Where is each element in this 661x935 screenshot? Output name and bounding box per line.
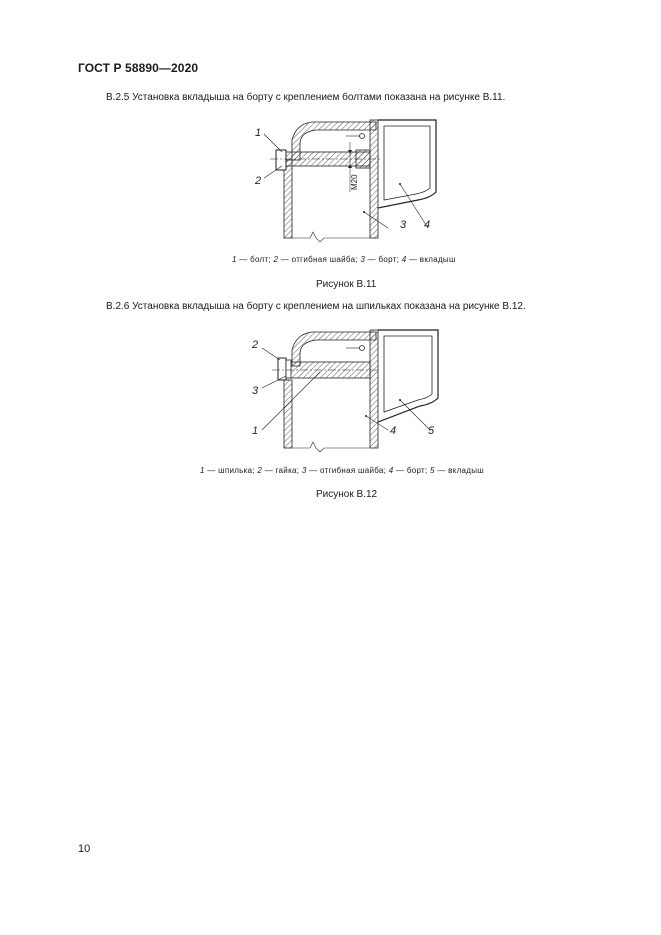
b11-label-3: 3: [400, 219, 407, 231]
legend-text: — шпилька;: [204, 466, 258, 475]
b12-leader-2: [262, 348, 280, 360]
b12-bent-plate: [292, 332, 376, 366]
legend-num: 1: [200, 466, 205, 475]
legend-num: 4: [388, 466, 394, 475]
b11-dot-3: [363, 211, 365, 213]
b11-insert-inner: [384, 126, 430, 200]
paragraph-b25: В.2.5 Установка вкладыша на борту с креплением болтами показана на рисунке В.11.: [106, 92, 506, 103]
page-number: 10: [78, 843, 91, 855]
b12-label-2: 2: [252, 339, 259, 351]
b11-label-2: 2: [255, 175, 262, 187]
legend-text: — вкладыш: [434, 466, 485, 475]
document-header: ГОСТ Р 58890—2020: [78, 61, 199, 75]
b11-label-1: 1: [255, 127, 262, 139]
b11-bort-left-wall: [284, 160, 292, 238]
legend-num: 1: [232, 255, 237, 264]
b12-break-line: [292, 442, 370, 452]
b11-dot-4: [399, 183, 401, 185]
legend-num: 3: [301, 466, 307, 475]
b12-label-4: 4: [390, 425, 397, 437]
b11-label-4: 4: [424, 219, 431, 231]
b12-dot-4: [365, 415, 367, 417]
b11-nut: [356, 150, 370, 168]
legend-text: — вкладыш: [406, 255, 456, 264]
b12-hole-marker: [360, 346, 365, 351]
b12-washer: [286, 360, 291, 378]
legend-text: — борт;: [365, 255, 402, 264]
b12-leader-3: [262, 376, 286, 388]
b12-label-5: 5: [428, 425, 435, 437]
legend-text: — борт;: [393, 466, 431, 475]
legend-num: 2: [257, 466, 263, 475]
b12-bort-left-wall: [284, 380, 292, 448]
legend-num: 5: [430, 466, 435, 475]
paragraph-b26: В.2.6 Установка вкладыша на борту с креплением на шпильках показана на рисунке В.12.: [106, 301, 526, 312]
legend-num: 4: [401, 255, 407, 264]
b12-right-wall: [370, 330, 378, 448]
b11-dimension-label: M20: [350, 174, 359, 190]
legend-num: 3: [360, 255, 366, 264]
legend-text: — болт;: [236, 255, 274, 264]
figure-b12-legend: [200, 466, 484, 475]
legend-text: — отгибная шайба;: [278, 255, 361, 264]
legend-num: 2: [273, 255, 279, 264]
b12-dot-5: [399, 399, 401, 401]
b12-label-1: 1: [252, 425, 259, 437]
legend-text: — гайка;: [262, 466, 302, 475]
figure-b12-title: Рисунок В.12: [316, 489, 378, 500]
figure-b11-legend: [232, 255, 456, 264]
b11-break-line: [292, 232, 370, 242]
legend-text: — отгибная шайба;: [306, 466, 389, 475]
b11-leader-1: [264, 134, 282, 152]
b11-hole-marker: [360, 134, 365, 139]
figure-b11-title: Рисунок В.11: [316, 279, 377, 290]
b11-leader-2: [264, 166, 282, 178]
b12-insert-inner: [384, 336, 432, 412]
b12-label-3: 3: [252, 385, 259, 397]
figure-b12-drawing: [240, 322, 450, 452]
figure-b11-drawing: [240, 112, 450, 242]
